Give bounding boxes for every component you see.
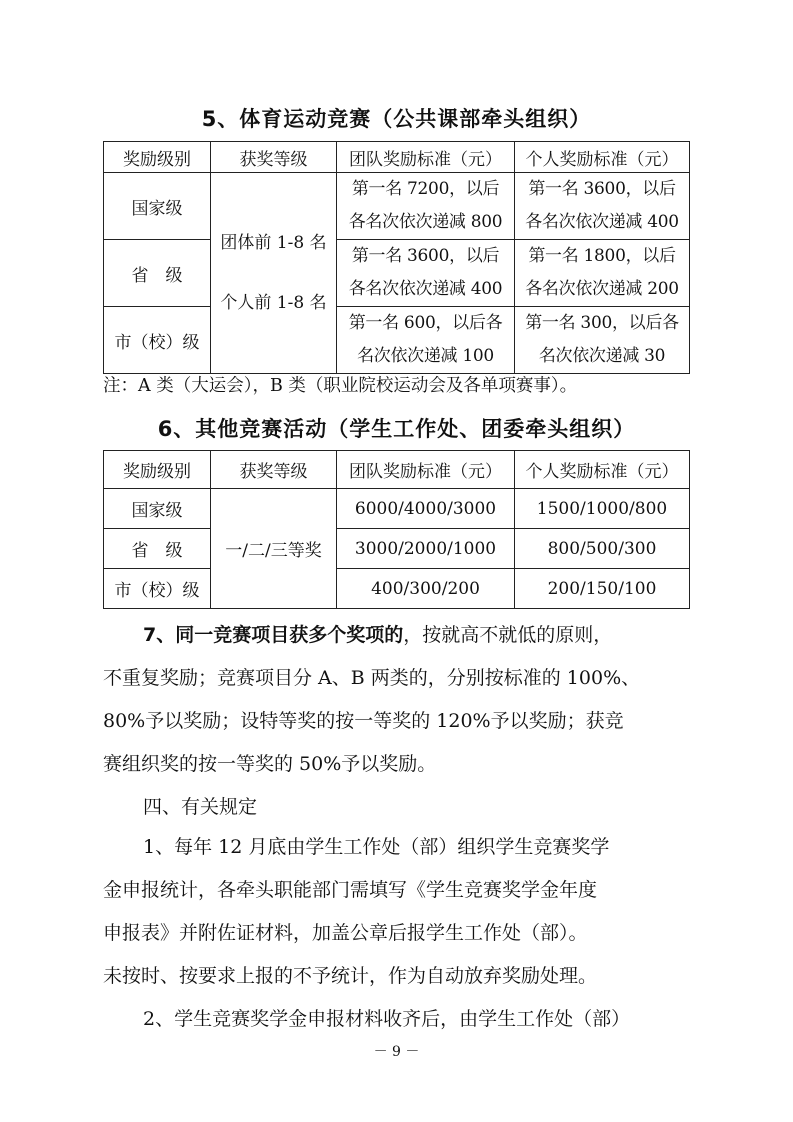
grade-team-text: 团体前 1-8 名 <box>220 233 327 253</box>
sports-award-table <box>103 141 690 374</box>
header-team: 团队奖励标准（元） <box>337 451 515 489</box>
part-4-title: 四、有关规定 <box>143 796 258 818</box>
level-cell: 国家级 <box>104 173 211 240</box>
header-grade: 获奖等级 <box>211 451 337 489</box>
individual-cell <box>515 173 690 240</box>
rule-1-line: 未按时、按要求上报的不予统计，作为自动放弃奖励处理。 <box>103 965 598 987</box>
item-7-lead: 7、同一竞赛项目获多个奖项的 <box>143 624 404 646</box>
team-line: 第一名 7200，以后 <box>351 179 500 199</box>
individual-line: 各名次依次递减 400 <box>525 212 679 232</box>
individual-cell <box>515 307 690 374</box>
header-level: 奖励级别 <box>104 142 211 173</box>
team-line: 各名次依次递减 800 <box>348 212 503 232</box>
header-grade: 获奖等级 <box>211 142 337 173</box>
individual-cell: 800/500/300 <box>515 529 690 569</box>
individual-cell: 1500/1000/800 <box>515 489 690 529</box>
rule-1-line: 金申报统计，各牵头职能部门需填写《学生竞赛奖学金年度 <box>103 879 598 901</box>
header-level: 奖励级别 <box>104 451 211 489</box>
individual-line: 第一名 300，以后各 <box>525 313 679 333</box>
grade-cell: 一/二/三等奖 <box>211 489 337 609</box>
rule-2-line: 2、学生竞赛奖学金申报材料收齐后，由学生工作处（部） <box>143 1008 631 1030</box>
team-cell <box>337 173 515 240</box>
team-cell: 3000/2000/1000 <box>337 529 515 569</box>
level-cell: 国家级 <box>104 489 211 529</box>
level-cell: 市（校）级 <box>104 307 211 374</box>
table-row <box>104 307 690 374</box>
individual-line: 第一名 1800，以后 <box>528 246 676 266</box>
table-row <box>104 173 690 240</box>
header-individual: 个人奖励标准（元） <box>515 451 690 489</box>
item-7-line <box>103 614 689 657</box>
table-row <box>104 529 690 569</box>
individual-cell <box>515 240 690 307</box>
item-7-line: 80%予以奖励；设特等奖的按一等奖的 120%予以奖励；获竞 <box>103 710 624 732</box>
individual-cell: 200/150/100 <box>515 569 690 609</box>
team-line: 名次依次递减 100 <box>357 346 494 366</box>
section-5-heading: 5、体育运动竞赛（公共课部牵头组织） <box>201 107 592 131</box>
rule-1-line: 1、每年 12 月底由学生工作处（部）组织学生竞赛奖学 <box>143 836 610 858</box>
team-cell: 400/300/200 <box>337 569 515 609</box>
level-cell: 市（校）级 <box>104 569 211 609</box>
sports-note: 注：A 类（大运会），B 类（职业院校运动会及各单项赛事）。 <box>103 376 578 396</box>
item-7-paragraph <box>103 614 689 786</box>
level-cell: 省 级 <box>104 529 211 569</box>
table-row <box>104 489 690 529</box>
team-line: 第一名 600，以后各 <box>348 313 503 333</box>
header-team: 团队奖励标准（元） <box>337 142 515 173</box>
individual-line: 各名次依次递减 200 <box>525 279 679 299</box>
team-line: 各名次依次递减 400 <box>348 279 503 299</box>
rule-2-paragraph <box>103 998 689 1041</box>
individual-line: 第一名 3600，以后 <box>528 179 676 199</box>
team-cell: 6000/4000/3000 <box>337 489 515 529</box>
header-individual: 个人奖励标准（元） <box>515 142 690 173</box>
table-row <box>104 569 690 609</box>
section-6-heading: 6、其他竞赛活动（学生工作处、团委牵头组织） <box>157 417 636 441</box>
page-number: － 9 － <box>373 1044 420 1060</box>
table-header-row <box>104 142 690 173</box>
team-cell <box>337 240 515 307</box>
team-cell <box>337 307 515 374</box>
team-line: 第一名 3600，以后 <box>351 246 500 266</box>
item-7-line: 赛组织奖的按一等奖的 50%予以奖励。 <box>103 753 437 775</box>
individual-line: 名次依次递减 30 <box>538 346 666 366</box>
item-7-rest: ，按就高不就低的原则， <box>403 624 613 646</box>
grade-cell <box>211 173 337 374</box>
level-cell: 省 级 <box>104 240 211 307</box>
other-award-table <box>103 450 690 609</box>
table-row <box>104 240 690 307</box>
grade-individual-text: 个人前 1-8 名 <box>220 293 327 313</box>
rule-1-line: 申报表》并附佐证材料，加盖公章后报学生工作处（部）。 <box>103 922 588 944</box>
table-header-row <box>104 451 690 489</box>
rule-1-paragraph <box>103 826 689 998</box>
item-7-line: 不重复奖励；竞赛项目分 A、B 两类的，分别按标准的 100%、 <box>103 667 641 689</box>
